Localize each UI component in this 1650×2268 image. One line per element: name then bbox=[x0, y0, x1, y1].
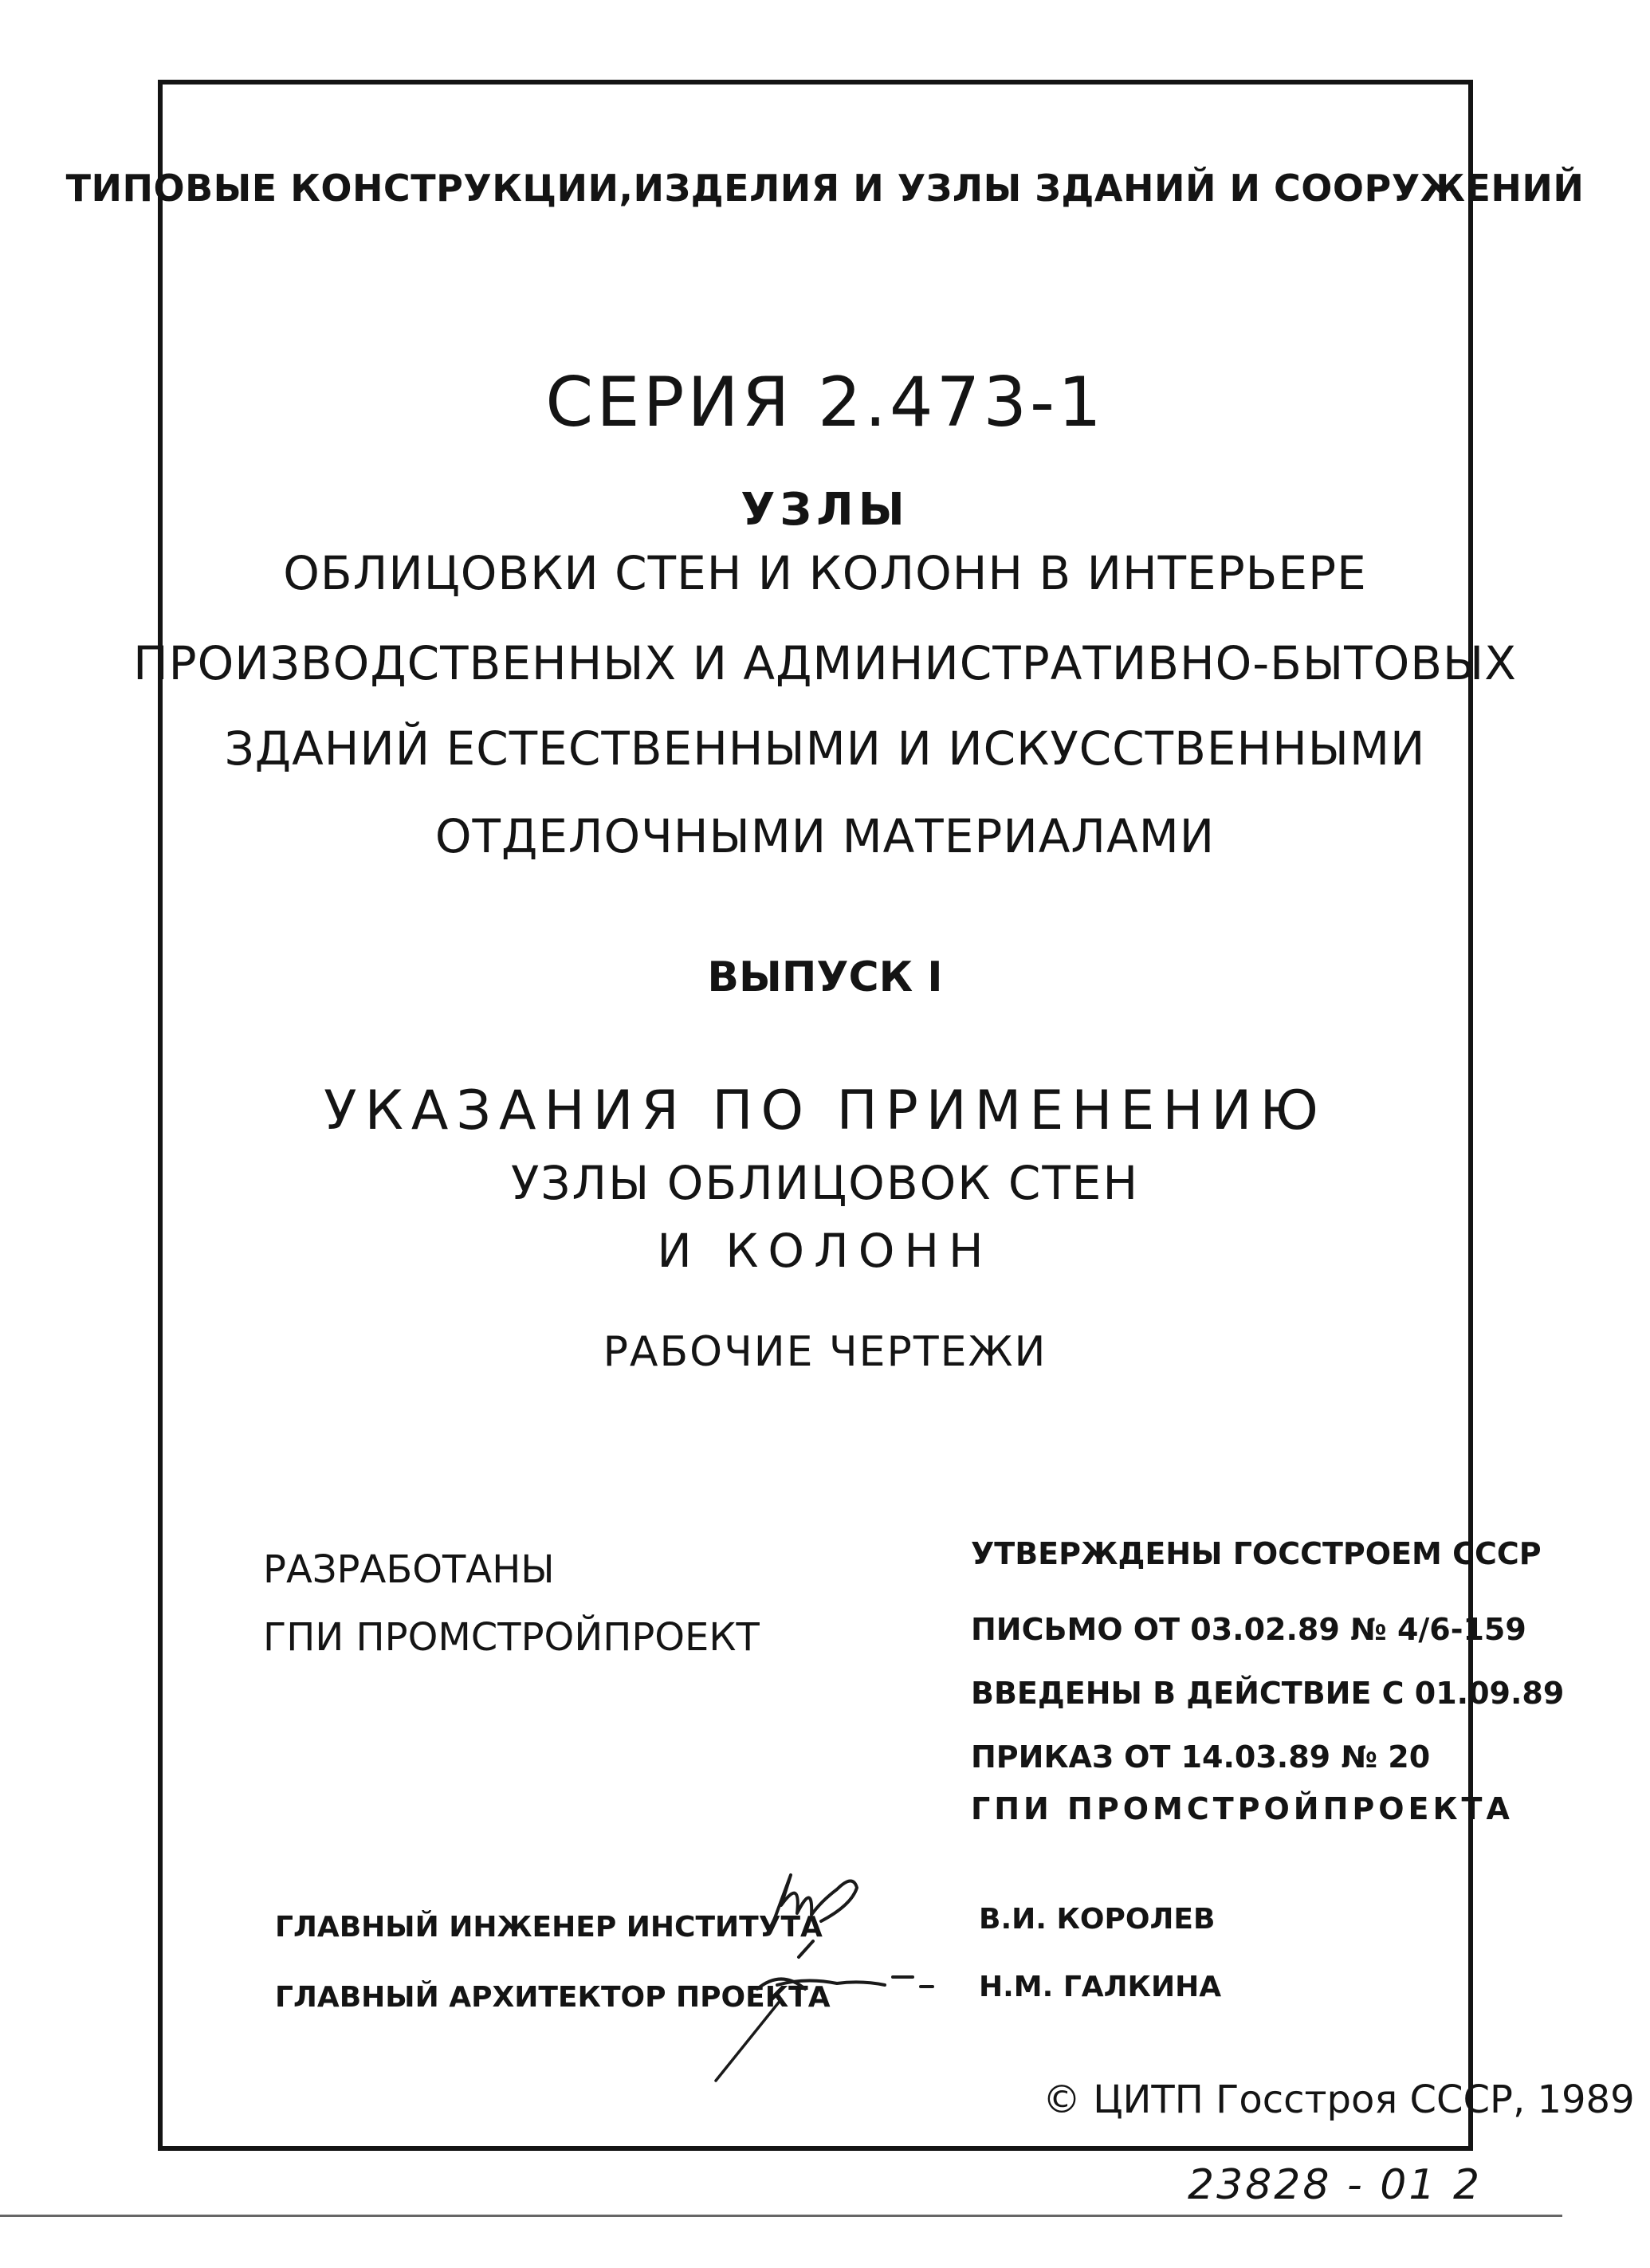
approval-organization: ГПИ ПРОМСТРОЙПРОЕКТА bbox=[971, 1791, 1514, 1826]
approval-line-1: УТВЕРЖДЕНЫ ГОССТРОЕМ СССР bbox=[971, 1536, 1542, 1571]
copyright-notice: © ЦИТП Госстроя СССР, 1989 bbox=[1043, 2077, 1635, 2122]
inventory-number: 23828 - 01 2 bbox=[1188, 2161, 1483, 2209]
handwritten-signatures bbox=[693, 1857, 980, 2097]
signatory-role-chief-architect: ГЛАВНЫЙ АРХИТЕКТОР ПРОЕКТА bbox=[275, 1981, 831, 2014]
signatory-role-chief-engineer: ГЛАВНЫЙ ИНЖЕНЕР ИНСТИТУТА bbox=[275, 1911, 823, 1944]
signatory-name-chief-engineer: В.И. КОРОЛЕВ bbox=[979, 1903, 1216, 1936]
subject-line-3: ПРОИЗВОДСТВЕННЫХ И АДМИНИСТРАТИВНО-БЫТОВЫХ bbox=[133, 636, 1517, 690]
series-title: СЕРИЯ 2.473-1 bbox=[545, 363, 1105, 442]
issue-number: ВЫПУСК I bbox=[707, 953, 943, 1001]
developer-organization: ГПИ ПРОМСТРОЙПРОЕКТ bbox=[263, 1615, 760, 1660]
instructions-line-3: И КОЛОНН bbox=[657, 1224, 993, 1278]
subject-line-4: ЗДАНИЙ ЕСТЕСТВЕННЫМИ И ИСКУССТВЕННЫМИ bbox=[224, 721, 1426, 776]
series-header: ТИПОВЫЕ КОНСТРУКЦИИ,ИЗДЕЛИЯ И УЗЛЫ ЗДАНИЙ И СООРУЖЕНИЙ bbox=[65, 167, 1585, 210]
instructions-line-1: УКАЗАНИЯ ПО ПРИМЕНЕНИЮ bbox=[324, 1079, 1326, 1142]
developed-by-label: РАЗРАБОТАНЫ bbox=[263, 1547, 555, 1592]
approval-letter: ПИСЬМО ОТ 03.02.89 № 4/6-159 bbox=[971, 1612, 1526, 1647]
subject-line-2: ОБЛИЦОВКИ СТЕН И КОЛОНН В ИНТЕРЬЕРЕ bbox=[283, 546, 1367, 600]
bottom-rule bbox=[0, 2215, 1562, 2217]
approval-order: ПРИКАЗ ОТ 14.03.89 № 20 bbox=[971, 1739, 1431, 1775]
instructions-line-2: УЗЛЫ ОБЛИЦОВОК СТЕН bbox=[510, 1156, 1140, 1210]
working-drawings-label: РАБОЧИЕ ЧЕРТЕЖИ bbox=[603, 1328, 1047, 1376]
signatory-name-chief-architect: Н.М. ГАЛКИНА bbox=[979, 1971, 1222, 2003]
subject-line-1: УЗЛЫ bbox=[741, 484, 909, 536]
approval-effective-date: ВВЕДЕНЫ В ДЕЙСТВИЕ С 01.09.89 bbox=[971, 1676, 1565, 1711]
subject-line-5: ОТДЕЛОЧНЫМИ МАТЕРИАЛАМИ bbox=[434, 809, 1216, 863]
